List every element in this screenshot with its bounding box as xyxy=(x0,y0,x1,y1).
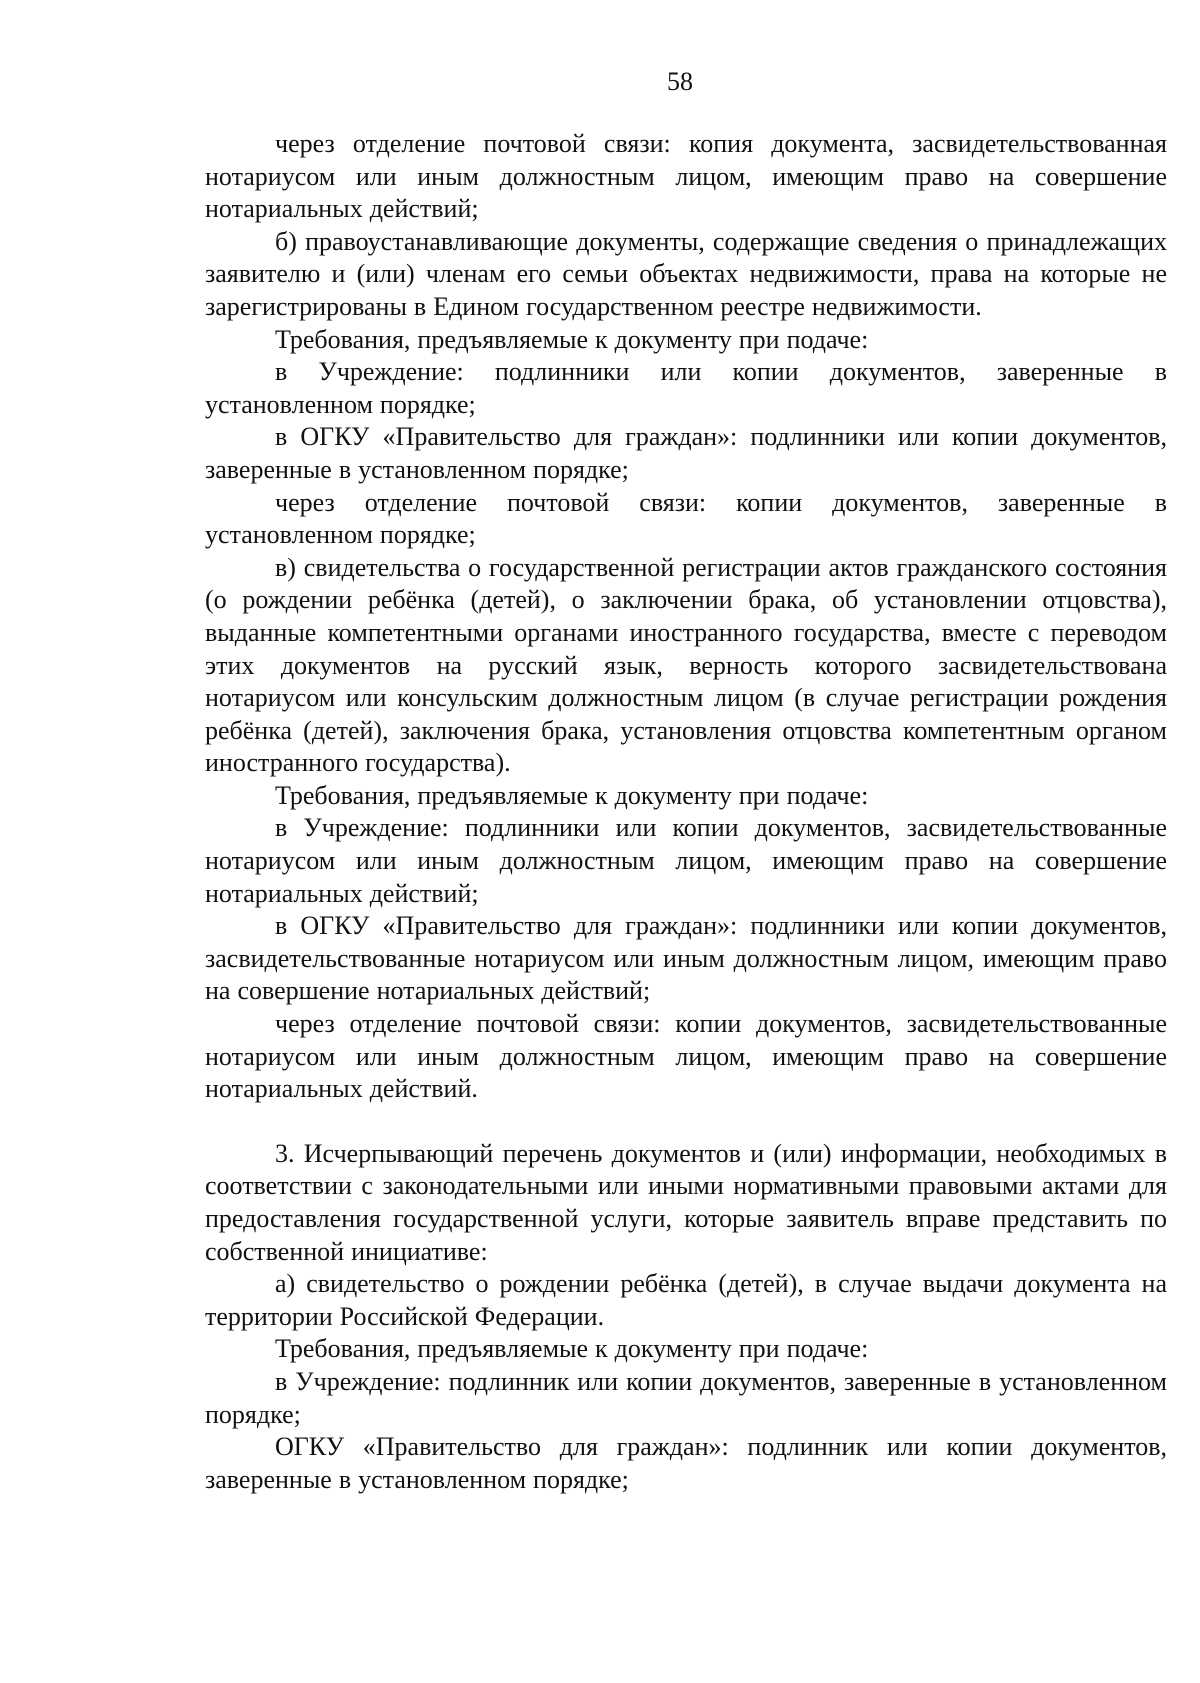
paragraph: в Учреждение: подлинники или копии документов, засвидетельствованные нотариусом или иным должностным лицом, имеющим право на совершение нотариальных действий; xyxy=(205,813,1167,908)
document-body xyxy=(205,128,1167,1496)
paragraph: Требования, предъявляемые к документу при подаче: xyxy=(275,780,869,810)
section-gap xyxy=(205,1106,1167,1138)
paragraph: б) правоустанавливающие документы, содержащие сведения о принадлежащих заявителю и (или) членам его семьи объектах недвижимости, права на которые не зарегистрированы в Едином государственном реестре недвижимости. xyxy=(205,226,1167,321)
paragraph: через отделение почтовой связи: копии документов, засвидетельствованные нотариусом или иным должностным лицом, имеющим право на совершение нотариальных действий. xyxy=(205,1009,1167,1104)
paragraph: в ОГКУ «Правительство для граждан»: подлинники или копии документов, засвидетельствованные нотариусом или иным должностным лицом, имеющим право на совершение нотариальных действий; xyxy=(205,911,1167,1006)
paragraph: в) свидетельства о государственной регистрации актов гражданского состояния (о рождении ребёнка (детей), о заключении брака, об установлении отцовства), выданные компетентными органами иностранного государства, вместе с переводом этих документов на русский язык, верность которого засвидетельствована нотариусом или консульским должностным лицом (в случае регистрации рождения ребёнка (детей), заключения брака, установления отцовства компетентным органом иностранного государства). xyxy=(205,552,1167,778)
paragraph: в Учреждение: подлинник или копии документов, заверенные в установленном порядке; xyxy=(205,1366,1167,1429)
paragraph: через отделение почтовой связи: копии документов, заверенные в установленном порядке; xyxy=(205,487,1167,550)
paragraph: через отделение почтовой связи: копия документа, засвидетельствованная нотариусом или иным должностным лицом, имеющим право на совершение нотариальных действий; xyxy=(205,129,1167,224)
paragraph: Требования, предъявляемые к документу при подаче: xyxy=(275,1334,869,1364)
paragraph: а) свидетельство о рождении ребёнка (детей), в случае выдачи документа на территории Российской Федерации. xyxy=(205,1269,1167,1331)
page-number: 58 xyxy=(667,67,693,96)
paragraph: в Учреждение: подлинники или копии документов, заверенные в установленном порядке; xyxy=(205,357,1167,419)
paragraph: в ОГКУ «Правительство для граждан»: подлинники или копии документов, заверенные в установленном порядке; xyxy=(205,422,1167,484)
paragraph: Требования, предъявляемые к документу при подаче: xyxy=(275,324,869,354)
paragraph: ОГКУ «Правительство для граждан»: подлинник или копии документов, заверенные в установленном порядке; xyxy=(205,1432,1167,1494)
section-heading-paragraph: 3. Исчерпывающий перечень документов и (или) информации, необходимых в соответствии с законодательными или иными нормативными правовыми актами для предоставления государственной услуги, которые заявитель вправе представить по собственной инициативе: xyxy=(205,1138,1167,1266)
